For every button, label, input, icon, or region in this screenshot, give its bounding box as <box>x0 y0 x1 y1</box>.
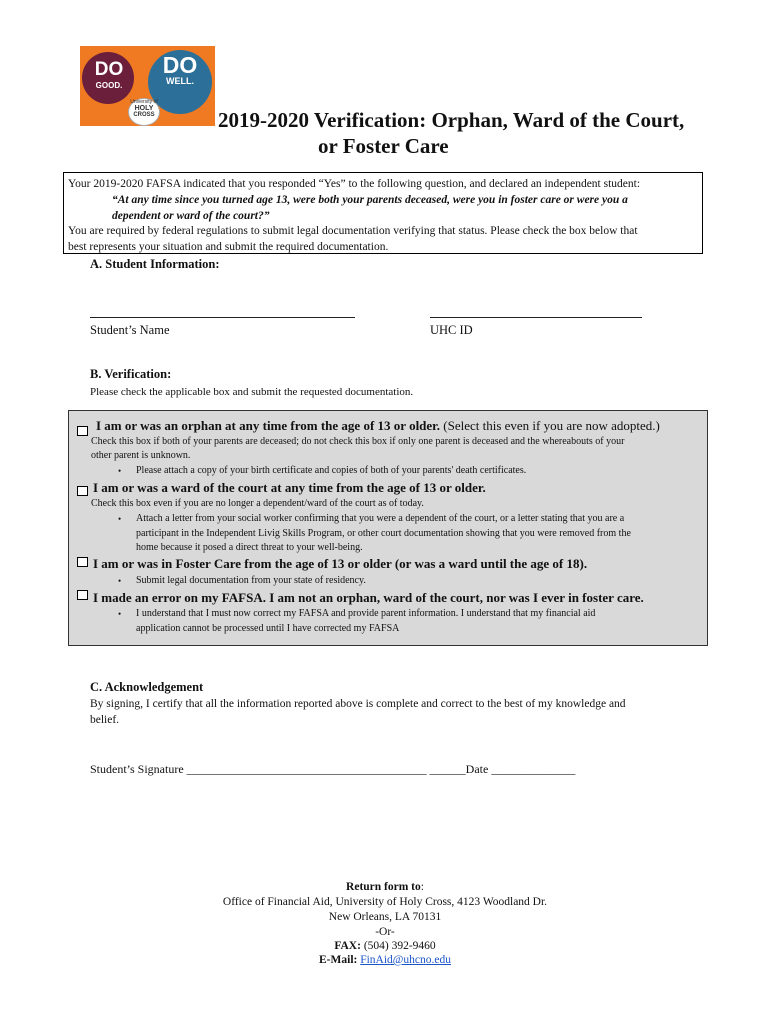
foster-care-checkbox[interactable] <box>77 557 88 567</box>
bullet-icon: • <box>118 576 122 586</box>
student-name-field[interactable] <box>90 317 355 318</box>
ward-bullet-1: Attach a letter from your social worker confirming that you were a dependent of the court, or a letter stating that you are a <box>136 513 625 524</box>
orphan-desc-1: Check this box if both of your parents are deceased; do not check this box if only one parent is deceased and the whereabouts of your <box>91 436 625 447</box>
student-name-label: Student’s Name <box>90 323 170 337</box>
seal-line-1: University of <box>130 99 158 105</box>
university-logo <box>80 46 215 126</box>
intro-question-1: “At any time since you turned age 13, were both your parents deceased, were you in foster care or were you a <box>112 194 628 206</box>
ward-checkbox[interactable] <box>77 486 88 496</box>
orphan-bullet: Please attach a copy of your birth certificate and copies of both of your parents' death certificates. <box>136 465 527 476</box>
bullet-icon: • <box>118 466 122 476</box>
office-address-line-2: New Orleans, LA 70131 <box>328 911 442 923</box>
orphan-option <box>96 418 660 434</box>
intro-line-3: You are required by federal regulations to submit legal documentation verifying that status. Please check the box below that <box>68 225 638 237</box>
seal-line-2: HOLY <box>134 105 154 112</box>
logo-do-well-big: DO <box>162 52 198 78</box>
return-form-label-text: Return form to <box>346 881 421 893</box>
fax-label: FAX: <box>334 940 361 952</box>
uhc-id-label: UHC ID <box>430 323 473 337</box>
fax-number: (504) 392-9460 <box>360 940 436 952</box>
acknowledgement-text-1: By signing, I certify that all the information reported above is complete and correct to the best of my knowledge and <box>90 698 626 710</box>
bullet-icon: • <box>118 514 122 524</box>
logo-do-well-small: WELL. <box>166 76 194 86</box>
seal-line-3: CROSS <box>133 112 155 118</box>
orphan-option-label: I am or was an orphan at any time from the age of 13 or older. <box>96 418 441 433</box>
verification-instruction: Please check the applicable box and submit the requested documentation. <box>90 386 414 398</box>
fafsa-error-checkbox[interactable] <box>77 590 88 600</box>
office-address-line-1: Office of Financial Aid, University of Holy Cross, 4123 Woodland Dr. <box>222 896 548 908</box>
return-form-colon: : <box>420 881 424 893</box>
page-title-line-2: or Foster Care <box>318 134 449 158</box>
bullet-icon: • <box>118 609 122 619</box>
uhc-id-field[interactable] <box>430 317 642 318</box>
email-label: E-Mail: <box>319 954 358 966</box>
email-link[interactable]: FinAid@uhcno.edu <box>360 954 451 966</box>
logo-do-good-small: GOOD. <box>95 81 123 90</box>
fafsa-error-bullet-2: application cannot be processed until I have corrected my FAFSA <box>136 623 400 634</box>
section-a-heading: A. Student Information: <box>90 257 220 271</box>
orphan-option-note: (Select this even if you are now adopted.) <box>440 418 660 433</box>
intro-line-4: best represents your situation and submit the required documentation. <box>68 241 389 253</box>
orphan-desc-2: other parent is unknown. <box>91 450 191 461</box>
email-line <box>0 952 770 968</box>
acknowledgement-text-2: belief. <box>90 714 120 726</box>
ward-bullet-3: home because it posed a direct threat to your well-being. <box>136 542 363 553</box>
holy-cross-seal <box>128 98 160 126</box>
ward-desc: Check this box even if you are no longer a dependent/ward of the court as of today. <box>91 498 424 509</box>
signature-line[interactable]: Student’s Signature ________________________________________ ______Date ______________ <box>90 762 576 776</box>
ward-option-label: I am or was a ward of the court at any time from the age of 13 or older. <box>93 480 486 495</box>
or-separator: -Or- <box>375 926 395 938</box>
intro-question-2: dependent or ward of the court?” <box>112 210 270 222</box>
orphan-checkbox[interactable] <box>77 426 88 436</box>
ward-bullet-2: participant in the Independent Livig Skills Program, or other court documentation showing that you were removed from the <box>136 528 631 539</box>
fafsa-error-bullet-1: I understand that I must now correct my FAFSA and provide parent information. I understand that my financial aid <box>136 608 596 619</box>
foster-care-bullet: Submit legal documentation from your state of residency. <box>136 575 366 586</box>
foster-care-option-label: I am or was in Foster Care from the age of 13 or older (or was a ward until the age of 18). <box>93 556 588 571</box>
return-form-label <box>0 879 770 895</box>
fafsa-error-option-label: I made an error on my FAFSA. I am not an orphan, ward of the court, nor was I ever in foster care. <box>93 590 644 605</box>
intro-line-1: Your 2019-2020 FAFSA indicated that you responded “Yes” to the following question, and declared an independent student: <box>68 178 641 190</box>
section-b-heading: B. Verification: <box>90 367 172 381</box>
page-title-line-1: 2019-2020 Verification: Orphan, Ward of the Court, <box>218 108 685 132</box>
logo-do-good-big: DO <box>94 59 124 80</box>
section-c-heading: C. Acknowledgement <box>90 680 204 694</box>
